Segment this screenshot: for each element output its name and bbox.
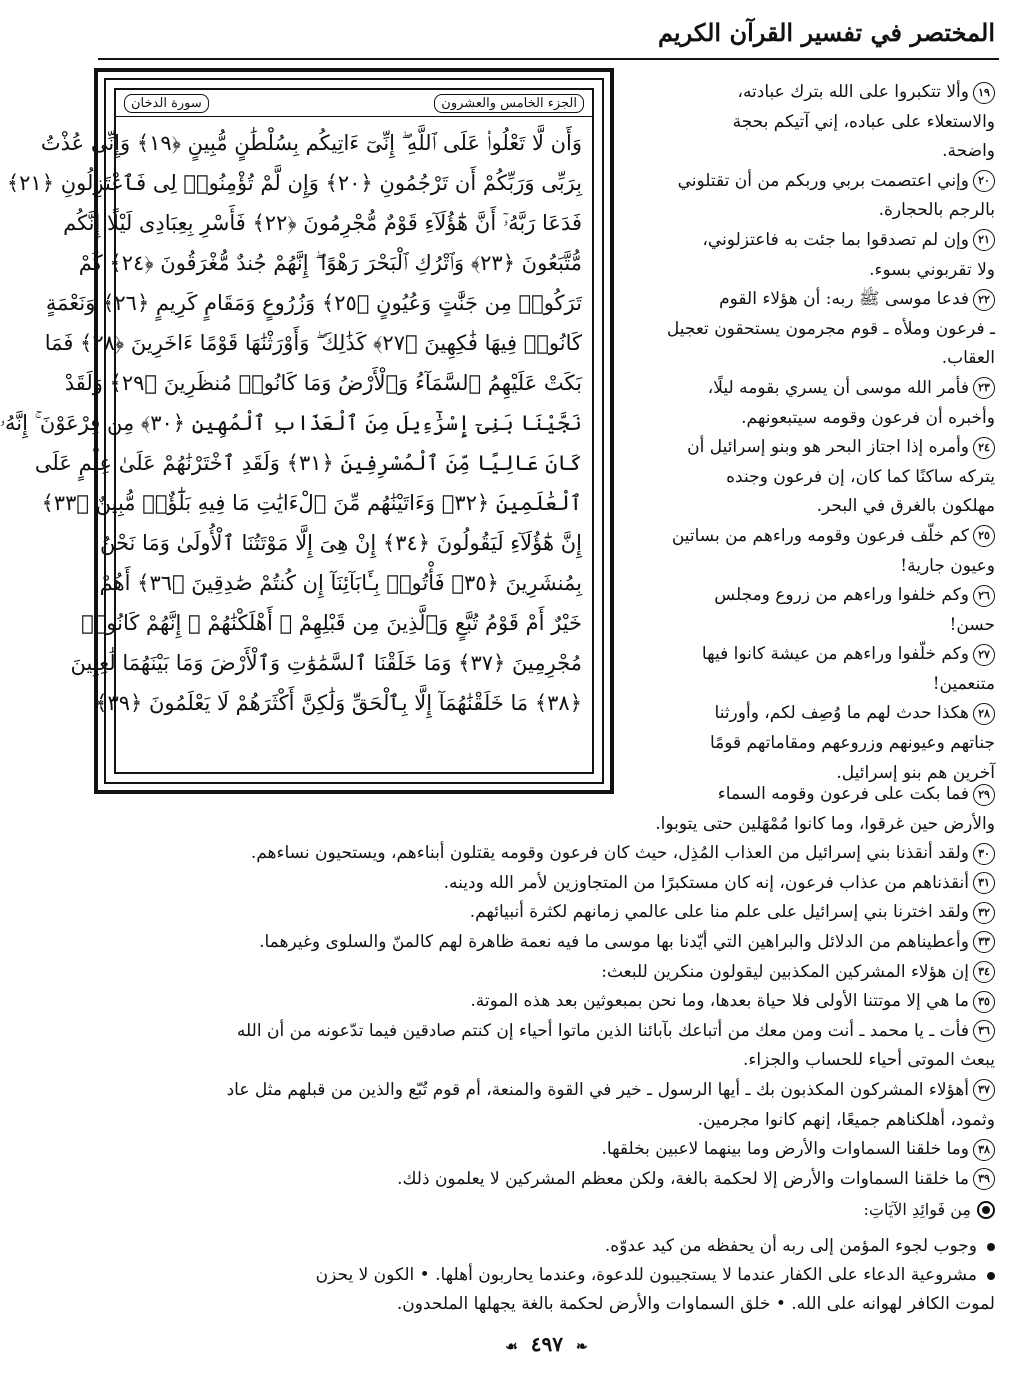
tafsir-text: إن هؤلاء المشركين المكذبين ليقولون منكرين للبعث: (601, 961, 969, 982)
verse-number: ٣٨ (973, 1139, 995, 1161)
quran-line: إِنَّ هَٰٓؤُلَآءِ لَيَقُولُونَ ﴿٣٤﴾ إِنْ هِىَ إِلَّا مَوْتَتُنَا ٱلْأُولَىٰ وَمَا نَحْنُ (99, 531, 582, 555)
verse-number: ٢٤ (973, 437, 995, 459)
tafsir-text: واضحة. (942, 141, 995, 162)
tafsir-text: متنعمين! (932, 673, 995, 694)
tafsir-text: والأرض حين غرقوا، وما كانوا مُمْهَلين حتى يتوبوا. (655, 813, 995, 834)
tafsir-text: وإني اعتصمت بربي وربكم من أن تقتلوني (677, 170, 969, 191)
benefits-list (100, 1232, 995, 1319)
quran-line: مُجْرِمِينَ ﴿٣٧﴾ وَمَا خَلَقْنَا ٱلسَّمَٰوَٰتِ وَٱلْأَرْضَ وَمَا بَيْنَهُمَا لَٰعِبِينَ (70, 651, 582, 675)
tafsir-line (625, 78, 995, 108)
tafsir-text: وأخبره أن فرعون وقومه سيتبعونهم. (741, 407, 995, 428)
tafsir-text: فأمر الله موسى أن يسري بقومه ليلًا، (707, 377, 969, 398)
quran-line: بِمُنشَرِينَ ﴿٣٥﴾ فَأْتُوا۟ بِـَٔابَآئِنَآ إِن كُنتُمْ صَٰدِقِينَ ﴿٣٦﴾ أَهُمْ (99, 571, 582, 595)
verse-number: ٣٢ (973, 902, 995, 924)
tafsir-text: مهلكون بالغرق في البحر. (816, 496, 995, 517)
tafsir-text: ـ فرعون وملأه ـ قوم مجرمون يستحقون تعجيل (666, 318, 995, 339)
benefit-text: وجوب لجوء المؤمن إلى ربه أن يحفظه من كيد عدوّه. (604, 1236, 977, 1256)
tafsir-wide (100, 780, 995, 1194)
tafsir-line (625, 196, 995, 226)
book-title: المختصر في تفسير القرآن الكريم (657, 18, 995, 47)
tafsir-text: والاستعلاء على عباده، إني آتيكم بحجة (732, 111, 995, 132)
tafsir-text: وأمره إذا اجتاز البحر هو وبنو إسرائيل أن (687, 437, 969, 458)
quran-line: فَدَعَا رَبَّهُۥٓ أَنَّ هَٰٓؤُلَآءِ قَوْمٌ مُّجْرِمُونَ ﴿٢٢﴾ فَأَسْرِ بِعِبَادِى لَيْلًا إِنَّكُم (63, 211, 582, 235)
tafsir-line (100, 810, 995, 840)
tafsir-line (625, 285, 995, 315)
tafsir-text: هكذا حدث لهم ما وُصِف لكم، وأورثنا (714, 703, 969, 724)
tafsir-text: بالرجم بالحجارة. (878, 200, 995, 221)
benefit-item (100, 1232, 995, 1261)
verse-number: ٢٩ (973, 784, 995, 806)
tafsir-line (100, 1017, 995, 1047)
tafsir-line (100, 1106, 995, 1136)
tafsir-line (625, 729, 995, 759)
ornament-left-icon: ❧ (576, 1339, 588, 1355)
tafsir-line (100, 839, 995, 869)
quran-line: بِرَبِّى وَرَبِّكُمْ أَن تَرْجُمُونِ ﴿٢٠﴾ وَإِن لَّمْ تُؤْمِنُوا۟ لِى فَٱعْتَزِلُونِ ﴿٢١﴾ (6, 171, 582, 195)
juz-label: الجزء الخامس والعشرون (434, 94, 584, 113)
tafsir-line (100, 928, 995, 958)
tafsir-text: ولقد أنقذنا بني إسرائيل من العذاب المُذِل، حيث كان فرعون وقومه يقتلون أبناءهم، ويستحيون نساءهم. (250, 843, 969, 864)
bullet-icon (987, 1272, 995, 1280)
bullet-icon (987, 1243, 995, 1251)
tafsir-text: وعيون جارية! (900, 555, 995, 576)
verse-number: ٣٧ (973, 1079, 995, 1101)
tafsir-line (625, 670, 995, 700)
tafsir-text: يتركه ساكنًا كما كان، إن فرعون وجنده (726, 466, 995, 487)
tafsir-line (625, 315, 995, 345)
quran-line: ﴿٣٨﴾ مَا خَلَقْنَٰهُمَآ إِلَّا بِٱلْحَقِّ وَلَٰكِنَّ أَكْثَرَهُمْ لَا يَعْلَمُونَ ﴿٣٩﴾ (95, 691, 582, 715)
tafsir-text: وكم خلفوا وراءهم من زروع ومجلس (714, 585, 969, 606)
verse-number: ١٩ (973, 82, 995, 104)
page-number: ٤٩٧ (530, 1332, 564, 1356)
tafsir-text: ما خلقنا السماوات والأرض إلا لحكمة بالغة، ولكن معظم المشركين لا يعلمون ذلك. (397, 1168, 969, 1189)
verse-number: ٢٨ (973, 703, 995, 725)
tafsir-line (625, 463, 995, 493)
tafsir-text: وإن لم تصدقوا بما جئت به فاعتزلوني، (702, 229, 969, 250)
tafsir-line (625, 699, 995, 729)
tafsir-text: ولقد اخترنا بني إسرائيل على علم منا على عالمي زمانهم لكثرة أنبيائهم. (469, 902, 969, 923)
tafsir-line (625, 522, 995, 552)
tafsir-text: فما بكت على فرعون وقومه السماء (717, 784, 969, 804)
tafsir-line (625, 256, 995, 286)
quran-line: خَيْرٌ أَمْ قَوْمُ تُبَّعٍ وَٱلَّذِينَ مِن قَبْلِهِمْ ۚ أَهْلَكْنَٰهُمْ ۖ إِنَّهُمْ كَانُوا۟ (81, 611, 582, 635)
tafsir-text: وأعطيناهم من الدلائل والبراهين التي أيّدنا بها موسى ما فيه نعمة ظاهرة لهم كالمنّ والسلوى وغيرهما. (259, 931, 969, 952)
tafsir-text: جناتهم وعيونهم وزروعهم ومقاماتهم قومًا (709, 733, 995, 754)
ornament-right-icon: ☙ (505, 1339, 518, 1355)
benefits-heading (864, 1200, 995, 1219)
tafsir-column (625, 78, 995, 788)
tafsir-line (100, 1165, 995, 1195)
quran-frame-inner (0, 88, 594, 774)
benefits-title: مِن فَوائِدِ الآيَاتِ: (863, 1200, 971, 1219)
page-number-wrap (74, 1332, 1019, 1356)
quran-line: وَأَن لَّا تَعْلُوا۟ عَلَى ٱللَّهِ ۖ إِنِّىٓ ءَاتِيكُم بِسُلْطَٰنٍ مُّبِينٍ ﴿١٩﴾ وَإِنِّى عُذْتُ (40, 131, 582, 155)
quran-text (0, 117, 592, 729)
tafsir-text: ما هي إلا موتتنا الأولى فلا حياة بعدها، وما نحن بمبعوثين بعد هذه الموتة. (470, 991, 969, 1012)
tafsir-text: فأت ـ يا محمد ـ أنت ومن معك من أتباعك بآبائنا الذين ماتوا أحياء إن كنتم صادقين فيما تدّعونه من أن الله (236, 1020, 969, 1041)
tafsir-line (625, 492, 995, 522)
tafsir-line (625, 433, 995, 463)
benefit-text: مشروعية الدعاء على الكفار عندما لا يستجيبون للدعوة، وعندما يحاربون أهلها. • الكون لا يحزن (315, 1265, 977, 1285)
tafsir-line (625, 611, 995, 641)
tafsir-text: ولا تقربوني بسوء. (869, 259, 995, 280)
tafsir-line (100, 1046, 995, 1076)
tafsir-line (100, 898, 995, 928)
tafsir-text: وثمود، أهلكناهم جميعًا، إنهم كانوا مجرمين. (697, 1109, 995, 1130)
tafsir-text: يبعث الموتى أحياء للحساب والجزاء. (742, 1050, 995, 1071)
verse-number: ٣٥ (973, 991, 995, 1013)
verse-number: ٢٧ (973, 644, 995, 666)
tafsir-line (625, 137, 995, 167)
benefit-text: لموت الكافر لهوانه على الله. • خلق السماوات والأرض لحكمة بالغة يجهلها الملحدون. (396, 1294, 995, 1314)
header-divider (98, 58, 999, 60)
tafsir-text: أنقذناهم من عذاب فرعون، إنه كان مستكبرًا من المتجاوزين لأمر الله ودينه. (443, 872, 969, 893)
quran-frame (0, 68, 614, 794)
tafsir-line (625, 552, 995, 582)
tafsir-text: كم خلّف فرعون وقومه وراءهم من بساتين (671, 525, 969, 546)
tafsir-line (625, 167, 995, 197)
tafsir-line (625, 404, 995, 434)
tafsir-text: وألا تتكبروا على الله بترك عبادته، (737, 82, 969, 102)
quran-line: تَرَكُوا۟ مِن جَنَّٰتٍ وَعُيُونٍ ﴿٢٥﴾ وَزُرُوعٍ وَمَقَامٍ كَرِيمٍ ﴿٢٦﴾ وَنَعْمَةٍ (45, 291, 582, 315)
quran-line: مُّتَّبَعُونَ ﴿٢٣﴾ وَٱتْرُكِ ٱلْبَحْرَ رَهْوًا ۖ إِنَّهُمْ جُندٌ مُّغْرَقُونَ ﴿٢٤﴾ كَمْ (78, 251, 582, 275)
surah-label: سورة الدخان (124, 94, 209, 113)
quran-line: بَكَتْ عَلَيْهِمُ ٱلسَّمَآءُ وَٱلْأَرْضُ وَمَا كَانُوا۟ مُنظَرِينَ ﴿٢٩﴾ وَلَقَدْ (64, 371, 582, 395)
tafsir-line (100, 987, 995, 1017)
verse-number: ٢٢ (973, 289, 995, 311)
verse-number: ٣٣ (973, 931, 995, 953)
tafsir-line (100, 780, 995, 810)
quran-line: ٱلْعَٰلَمِينَ ﴿٣٢﴾ وَءَاتَيْنَٰهُم مِّنَ ٱلْءَايَٰتِ مَا فِيهِ بَلَٰٓؤٌا۟ مُّبِينٌ ﴿٣٣﴾ (41, 491, 582, 515)
verse-number: ٣٦ (973, 1020, 995, 1042)
ornament-icon (977, 1201, 995, 1219)
tafsir-line (100, 1076, 995, 1106)
tafsir-line (625, 226, 995, 256)
tafsir-line (625, 374, 995, 404)
verse-number: ٢٦ (973, 585, 995, 607)
verse-number: ٢١ (973, 229, 995, 251)
tafsir-line (625, 108, 995, 138)
quran-line: كَانَ عَالِيًا مِّنَ ٱلْمُسْرِفِينَ ﴿٣١﴾ وَلَقَدِ ٱخْتَرْنَٰهُمْ عَلَىٰ عِلْمٍ عَلَى (34, 451, 582, 475)
tafsir-text: وكم خلّفوا وراءهم من عيشة كانوا فيها (701, 644, 969, 665)
verse-number: ٣٠ (973, 843, 995, 865)
benefit-item (100, 1290, 995, 1319)
tafsir-text: حسن! (949, 614, 995, 635)
frame-header (116, 90, 592, 117)
verse-number: ٣١ (973, 872, 995, 894)
quran-line: كَانُوا۟ فِيهَا فَٰكِهِينَ ﴿٢٧﴾ كَذَٰلِكَ ۖ وَأَوْرَثْنَٰهَا قَوْمًا ءَاخَرِينَ ﴿٢٨﴾ فَمَا (44, 331, 582, 355)
tafsir-line (625, 640, 995, 670)
tafsir-text: فدعا موسى ﷺ ربه: أن هؤلاء القوم (719, 289, 969, 310)
tafsir-text: وما خلقنا السماوات والأرض وما بينهما لاعبين بخلقها. (601, 1139, 969, 1160)
benefit-item (100, 1261, 995, 1290)
tafsir-line (625, 581, 995, 611)
tafsir-line (100, 1135, 995, 1165)
tafsir-text: آخرين هم بنو إسرائيل. (836, 762, 995, 783)
tafsir-text: العقاب. (941, 348, 995, 369)
tafsir-text: أهؤلاء المشركون المكذبون بك ـ أيها الرسول ـ خير في القوة والمنعة، أم قوم تُبّع والذين من قبلهم مثل عاد (226, 1079, 969, 1100)
verse-number: ٢٣ (973, 377, 995, 399)
verse-number: ٣٩ (973, 1168, 995, 1190)
verse-number: ٣٤ (973, 961, 995, 983)
tafsir-line (625, 344, 995, 374)
verse-number: ٢٥ (973, 525, 995, 547)
tafsir-line (100, 869, 995, 899)
verse-number: ٢٠ (973, 170, 995, 192)
tafsir-line (100, 958, 995, 988)
quran-line: نَجَّيْنَا بَنِىٓ إِسْرَٰٓءِيلَ مِنَ ٱلْعَذَابِ ٱلْمُهِينِ ﴿٣٠﴾ مِن فِرْعَوْنَ ۚ إِنَّهُۥ (0, 411, 582, 435)
